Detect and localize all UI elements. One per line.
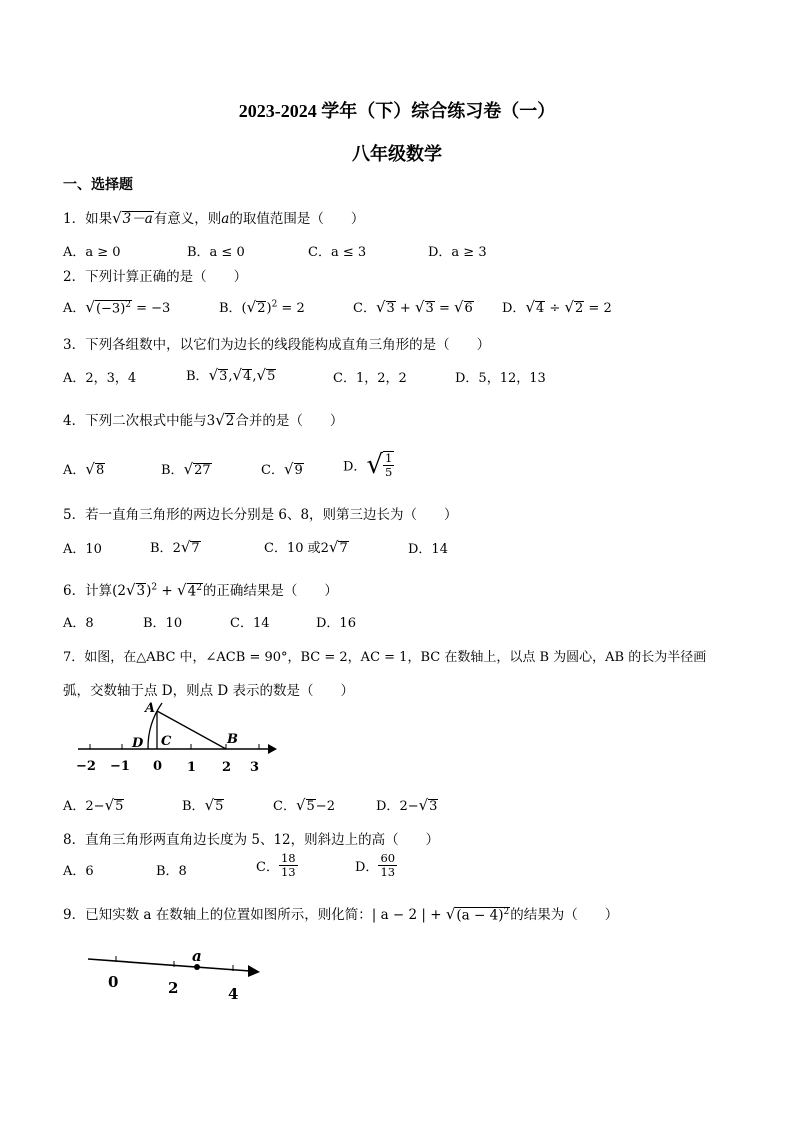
q1-var: a <box>221 211 230 227</box>
q8-option-c: C． $\frac{18}{13}$ <box>256 851 296 879</box>
q8-option-b: B．8 <box>156 864 187 879</box>
tick-label: 1 <box>187 760 197 775</box>
q4-option-a: A．√8 <box>63 460 105 478</box>
q1-radicand: 3－a <box>122 211 153 227</box>
question-9: 9．已知实数 a 在数轴上的位置如图所示，则化简：| a − 2 | + $√(a - 4)^2$的结果为（ ） <box>63 905 619 923</box>
tick-label: 0 <box>108 973 119 991</box>
q8-option-d: D． $\frac{60}{13}$ <box>355 851 396 879</box>
q1-option-c: C．a ≤ 3 <box>308 245 367 260</box>
q2-option-d: D．√4 ÷ √2 = 2 <box>502 298 612 316</box>
tick-label: −1 <box>110 759 130 774</box>
q4-option-c: C．√9 <box>261 460 303 478</box>
q1-option-d: D．a ≥ 3 <box>428 245 487 260</box>
question-7-line1: 7．如图，在△ABC 中，∠ACB = 90°，BC = 2，AC = 1，BC 在数轴上，以点 B 为圆心，AB 的长为半径画 <box>63 650 707 665</box>
q2-option-c: C．√3 + √3 = √6 <box>353 298 473 316</box>
question-7-line2: 弧，交数轴于点 D，则点 D 表示的数是（ ） <box>63 683 355 699</box>
question-6: 6．计算$(2√3)^2 + √4^2$的正确结果是（ ） <box>63 581 338 599</box>
q1-option-b: B．a ≤ 0 <box>187 245 245 260</box>
q7-option-b: B．√5 <box>182 796 224 814</box>
q2-option-a: A．$√(-3)^2 = -3$ <box>63 298 171 316</box>
q6-option-d: D．16 <box>316 616 356 631</box>
q9-number-line-figure <box>84 945 264 1005</box>
q1-pre: 1．如果 <box>63 211 113 227</box>
q7-option-c: C．√5−2 <box>273 796 335 814</box>
tick-label: 2 <box>222 760 232 775</box>
section-heading: 一、选择题 <box>63 177 133 193</box>
q3-option-b: B．√3,√4,√5 <box>186 366 276 384</box>
q5-option-d: D．14 <box>408 542 448 557</box>
question-4: 4．下列二次根式中能与3√2合并的是（ ） <box>63 411 344 429</box>
q7-number-line-figure <box>70 697 280 777</box>
question-2: 2．下列计算正确的是（ ） <box>63 269 248 285</box>
question-1: 1．如果√3－a有意义，则a的取值范围是（ ） <box>63 209 365 227</box>
q5-option-b: B．2√7 <box>150 538 200 556</box>
q3-option-a: A．2，3，4 <box>63 371 137 386</box>
q1-post: 有意义，则 <box>153 211 222 227</box>
tick-label: 3 <box>250 760 260 775</box>
q3-option-d: D．5，12，13 <box>455 371 546 386</box>
tick-label: 2 <box>168 979 179 997</box>
tick-label: 0 <box>153 759 163 774</box>
exam-title: 2023-2024 学年（下）综合练习卷（一） <box>238 101 556 121</box>
tick-label: 4 <box>228 985 239 1003</box>
point-label-c: C <box>161 734 172 749</box>
question-8: 8．直角三角形两直角边长度为 5、12，则斜边上的高（ ） <box>63 832 440 848</box>
q1-post2: 的取值范围是（ ） <box>229 211 365 227</box>
q7-option-a: A．2−√5 <box>63 796 124 814</box>
point-label-a: A <box>145 701 156 716</box>
question-3: 3．下列各组数中，以它们为边长的线段能构成直角三角形的是（ ） <box>63 337 491 353</box>
q5-option-c: C．10 或2√7 <box>264 538 348 556</box>
q1-option-a: A．a ≥ 0 <box>63 245 121 260</box>
q6-option-b: B．10 <box>143 616 183 631</box>
q3-option-c: C．1，2，2 <box>333 371 407 386</box>
q6-option-a: A．8 <box>63 616 94 631</box>
q5-option-a: A．10 <box>63 542 102 557</box>
question-5: 5．若一直角三角形的两边长分别是 6、8，则第三边长为（ ） <box>63 507 458 523</box>
point-label-a: a <box>192 947 202 965</box>
exam-subtitle: 八年级数学 <box>352 144 442 164</box>
q8-option-a: A．6 <box>63 864 94 879</box>
tick-label: −2 <box>76 759 96 774</box>
point-label-d: D <box>132 736 144 751</box>
q6-option-c: C．14 <box>230 616 270 631</box>
q2-option-b: B．$(√2)^2 = 2$ <box>219 298 305 316</box>
q4-option-b: B．√27 <box>161 460 211 478</box>
point-label-b: B <box>227 732 238 747</box>
q4-option-d: D．√ $\frac{1}{5}$ <box>343 450 393 480</box>
q7-option-d: D．2−√3 <box>376 796 438 814</box>
